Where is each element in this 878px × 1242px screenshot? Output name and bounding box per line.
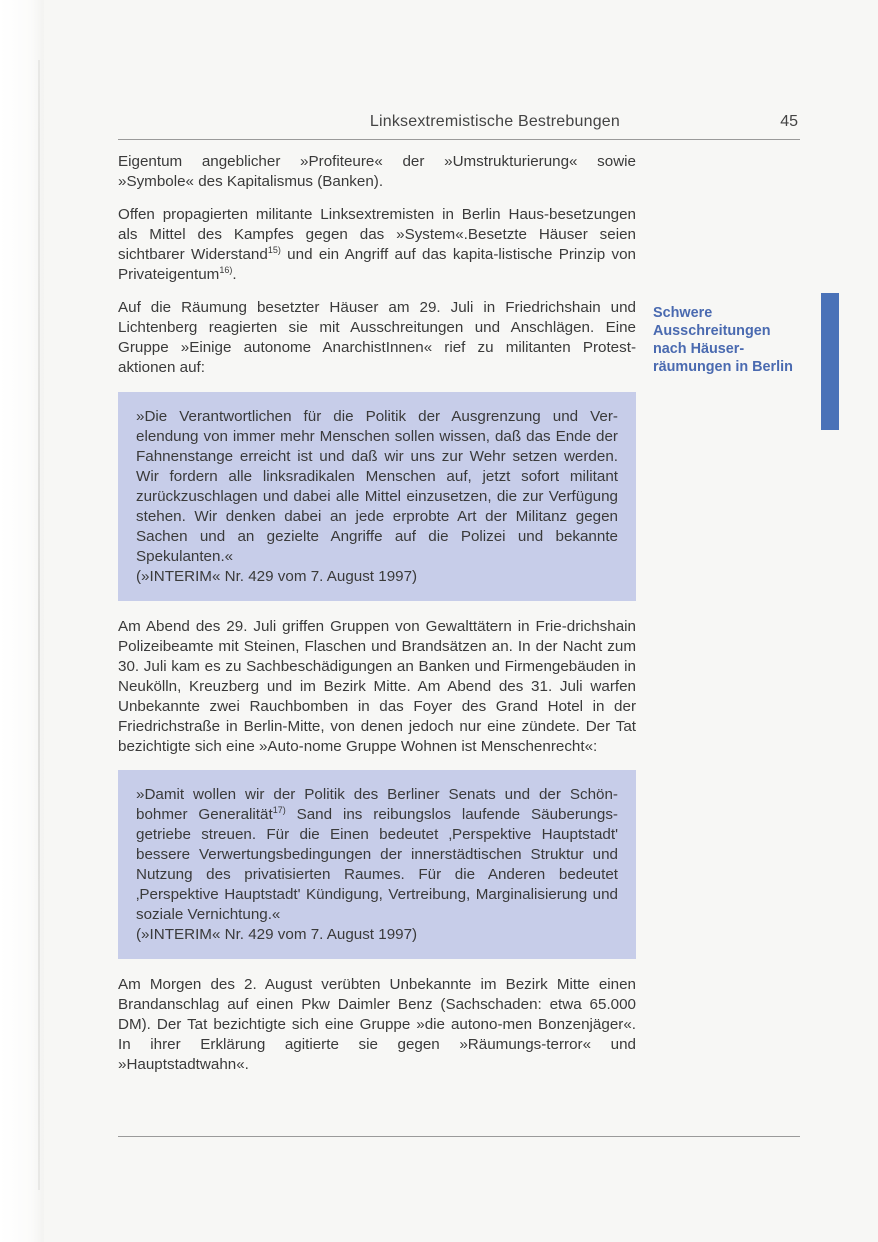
page-number: 45 xyxy=(780,113,798,130)
paragraph-5: Am Morgen des 2. August verübten Unbekannte im Bezirk Mitte einen Brandanschlag auf einen Pkw Daimler Benz (Sachschaden: etwa 65.000 DM). Der Tat bezichtigte sich eine Gruppe »die autono-men Bonzenjäger«. In ihrer Erklärung agitierte sie gegen »Räumungs-terror« und »Hauptstadtwahn«. xyxy=(118,976,636,1073)
running-header xyxy=(118,113,800,139)
paragraph-2-text-c: . xyxy=(232,266,237,283)
quote-1-text: »Die Verantwortlichen für die Politik der Ausgrenzung und Ver-elendung von immer mehr Menschen sollen wissen, daß das Ende der Fahnenstange erreicht ist und daß wir uns zur Wehr setzen werden. Wir fordern alle linksradikalen Menschen auf, jetzt sofort militant zurückzuschlagen und dabei alle Mittel einzusetzen, die zur Verfügung stehen. Wir denken dabei an jede erprobte Art der Militanz gegen Sachen und an gezielte Angriffe auf die Polizei und bekannte Spekulanten.« xyxy=(136,408,618,565)
quote-2-text-b: Sand ins reibungslos laufende Säuberungs-getriebe streuen. Für die Einen bedeutet ‚Perspektive Hauptstadt' bessere Verwertungsbedingungen der innerstädtischen Struktur und Nutzung des privatisierten Raumes. Für die Anderen bedeutet ‚Perspektive Hauptstadt' Kündigung, Vertreibung, Marginalisierung und soziale Vernichtung.« xyxy=(136,806,618,923)
quote-2-text xyxy=(136,785,618,925)
footnote-ref-17: 17) xyxy=(272,804,286,815)
chapter-side-tab xyxy=(821,293,839,430)
binding-shadow xyxy=(38,60,40,1190)
margin-note: Schwere Ausschreitungen nach Häuser-räumungen in Berlin xyxy=(653,305,793,375)
quote-2-citation: (»INTERIM« Nr. 429 vom 7. August 1997) xyxy=(136,926,418,943)
paragraph-2-text-b: und ein Angriff auf das kapita-listische Prinzip von Privateigentum xyxy=(118,246,636,283)
paragraph-2 xyxy=(118,205,636,285)
quote-box-2 xyxy=(118,770,636,959)
quote-2-text-a: »Damit wollen wir der Politik des Berliner Senats und der Schön-bohmer Generalität xyxy=(136,786,618,823)
header-title: Linksextremistische Bestrebungen xyxy=(369,113,620,130)
header-rule xyxy=(118,139,800,140)
quote-box-1 xyxy=(118,392,636,601)
paragraph-3: Auf die Räumung besetzter Häuser am 29. Juli in Friedrichshain und Lichtenberg reagierten sie mit Ausschreitungen und Anschlägen. Eine Gruppe »Einige autonome AnarchistInnen« rief zu militanten Protest-aktionen auf: xyxy=(118,299,636,376)
paragraph-2-text-a: Offen propagierten militante Linksextremisten in Berlin Haus-besetzungen als Mittel des Kampfes gegen das »System«.Besetzte Häuser seien sichtbarer Widerstand xyxy=(118,206,636,263)
quote-1-citation: (»INTERIM« Nr. 429 vom 7. August 1997) xyxy=(136,568,418,585)
main-text-column xyxy=(118,152,636,1075)
footnote-ref-16: 16) xyxy=(219,264,233,275)
footnote-ref-15: 15) xyxy=(267,244,281,255)
paragraph-4: Am Abend des 29. Juli griffen Gruppen von Gewalttätern in Frie-drichshain Polizeibeamte mit Steinen, Flaschen und Brandsätzen an. In der Nacht zum 30. Juli kam es zu Sachbeschädigungen an Banken und Firmengebäuden in Neukölln, Kreuzberg und im Bezirk Mitte. Am Abend des 31. Juli warfen Unbekannte zwei Rauchbomben in das Foyer des Grand Hotel in der Friedrichstraße in Berlin-Mitte, von denen jedoch nur eine zündete. Der Tat bezichtigte sich eine »Auto-nome Gruppe Wohnen ist Menschenrecht«: xyxy=(118,618,636,755)
footer-rule xyxy=(118,1136,800,1137)
paragraph-1: Eigentum angeblicher »Profiteure« der »Umstrukturierung« sowie »Symbole« des Kapitalismus (Banken). xyxy=(118,153,636,190)
